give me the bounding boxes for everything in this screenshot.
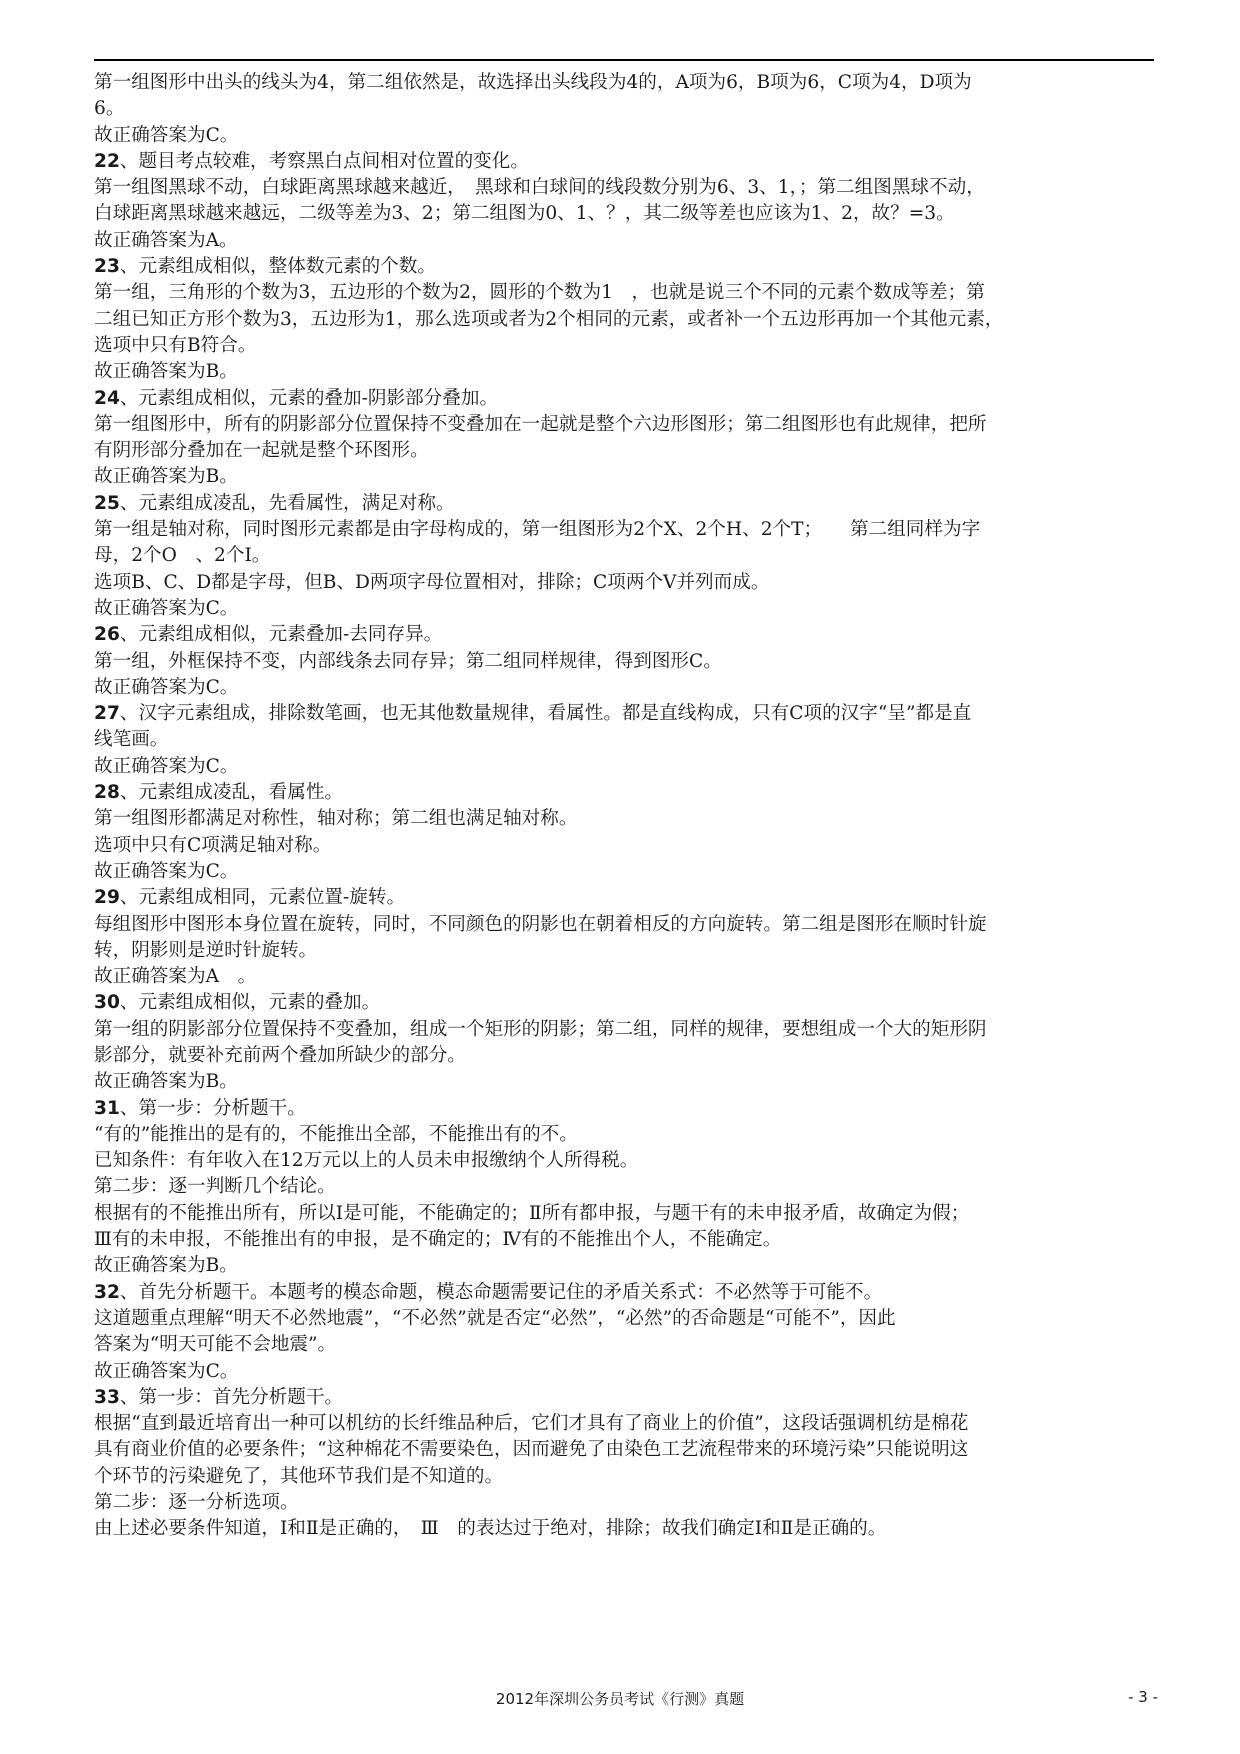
text-line <box>94 727 1154 753</box>
question-number: 33 <box>94 1386 120 1408</box>
question-number: 29 <box>94 887 120 909</box>
text-line <box>94 517 1154 543</box>
question-heading <box>94 1385 1154 1411</box>
question-number: 24 <box>94 387 120 409</box>
line-text: 6。 <box>94 98 125 120</box>
text-line <box>94 675 1154 701</box>
line-text: 第一组图黑球不动，白球距离黑球越来越近， 黑球和白球间的线段数分别为6、3、1，；第二组图黑球不动， <box>94 177 985 199</box>
line-text: 故正确答案为C。 <box>94 124 239 146</box>
text-line <box>94 1411 1154 1437</box>
text-line <box>94 1227 1154 1253</box>
line-text: 故正确答案为C。 <box>94 1360 239 1382</box>
line-text: 、元素组成相似，元素的叠加-阴影部分叠加。 <box>119 387 499 409</box>
text-line <box>94 1017 1154 1043</box>
text-line <box>94 938 1154 964</box>
line-text: 第二步：逐一判断几个结论。 <box>94 1176 336 1198</box>
line-text: 第二步：逐一分析选项。 <box>94 1492 299 1514</box>
text-line <box>94 438 1154 464</box>
question-heading <box>94 780 1154 806</box>
line-text: 每组图形中图形本身位置在旋转，同时，不同颜色的阴影也在朝着相反的方向旋转。第二组是图形在顺时针旋 <box>94 913 987 935</box>
line-text: 母，2个O 、2个I。 <box>94 545 271 567</box>
question-number: 31 <box>94 1097 120 1119</box>
line-text: 具有商业价值的必要条件；“这种棉花不需要染色，因而避免了由染色工艺流程带来的环境污染”只能说明这 <box>94 1439 969 1461</box>
text-line <box>94 201 1154 227</box>
line-text: 故正确答案为A。 <box>94 229 238 251</box>
line-text: 选项B、C、D都是字母，但B、D两项字母位置相对，排除；C项两个V并列而成。 <box>94 571 770 593</box>
question-heading <box>94 254 1154 280</box>
line-text: 故正确答案为B。 <box>94 1071 238 1093</box>
text-line <box>94 806 1154 832</box>
footer-title: 2012年深圳公务员考试《行测》真题 <box>495 1690 745 1708</box>
question-heading <box>94 1096 1154 1122</box>
line-text: 、元素组成凌乱，先看属性，满足对称。 <box>119 492 455 514</box>
line-text: 故正确答案为B。 <box>94 361 238 383</box>
line-text: 答案为“明天可能不会地震”。 <box>94 1334 337 1356</box>
text-line <box>94 228 1154 254</box>
question-heading <box>94 491 1154 517</box>
question-number: 32 <box>94 1281 120 1303</box>
question-heading <box>94 990 1154 1016</box>
question-number: 27 <box>94 703 120 725</box>
line-text: 故正确答案为C。 <box>94 676 239 698</box>
line-text: 故正确答案为C。 <box>94 597 239 619</box>
text-line <box>94 70 1154 96</box>
text-line <box>94 359 1154 385</box>
text-line <box>94 412 1154 438</box>
text-line <box>94 543 1154 569</box>
text-line <box>94 1464 1154 1490</box>
question-heading <box>94 149 1154 175</box>
line-text: 故正确答案为A 。 <box>94 966 257 988</box>
line-text: 、元素组成相同，元素位置-旋转。 <box>119 887 406 909</box>
line-text: 第一组的阴影部分位置保持不变叠加，组成一个矩形的阴影；第二组，同样的规律，要想组成一个大的矩形阴 <box>94 1018 987 1040</box>
line-text: 个环节的污染避免了，其他环节我们是不知道的。 <box>94 1465 504 1487</box>
text-line <box>94 1516 1154 1542</box>
line-text: 第一组图形中出头的线头为4，第二组依然是，故选择出头线段为4的，A项为6，B项为6，C项为4，D项为 <box>94 72 972 93</box>
line-text: 故正确答案为B。 <box>94 1255 238 1277</box>
line-text: 选项中只有B符合。 <box>94 334 257 356</box>
text-line <box>94 1069 1154 1095</box>
line-text: 、题目考点较难，考察黑白点间相对位置的变化。 <box>119 150 529 172</box>
line-text: 选项中只有C项满足轴对称。 <box>94 834 332 856</box>
document-body <box>94 70 1154 1543</box>
line-text: 、第一步：分析题干。 <box>119 1097 306 1119</box>
text-line <box>94 1201 1154 1227</box>
text-line <box>94 464 1154 490</box>
text-line <box>94 754 1154 780</box>
question-number: 28 <box>94 782 120 804</box>
line-text: 第一组，三角形的个数为3，五边形的个数为2，圆形的个数为1 ，也就是说三个不同的元素个数成等差；第 <box>94 282 985 304</box>
line-text: 故正确答案为B。 <box>94 466 238 488</box>
text-line <box>94 333 1154 359</box>
line-text: 、元素组成相似，元素叠加-去同存异。 <box>119 624 443 646</box>
line-text: 由上述必要条件知道，Ⅰ和Ⅱ是正确的， Ⅲ 的表达过于绝对，排除；故我们确定Ⅰ和Ⅱ是正确的。 <box>94 1518 887 1540</box>
text-line <box>94 175 1154 201</box>
text-line <box>94 596 1154 622</box>
line-text: 、第一步：首先分析题干。 <box>119 1386 344 1408</box>
line-text: 第一组，外框保持不变，内部线条去同存异；第二组同样规律，得到图形C。 <box>94 650 722 672</box>
question-heading <box>94 701 1154 727</box>
line-text: 、首先分析题干。本题考的模态命题，模态命题需要记住的矛盾关系式：不必然等于可能不。 <box>119 1281 883 1303</box>
line-text: 故正确答案为C。 <box>94 755 239 777</box>
line-text: 、元素组成相似，整体数元素的个数。 <box>119 256 436 278</box>
text-line <box>94 1174 1154 1200</box>
text-line <box>94 123 1154 149</box>
line-text: 第一组图形中，所有的阴影部分位置保持不变叠加在一起就是整个六边形图形；第二组图形也有此规律，把所 <box>94 413 987 435</box>
line-text: 、元素组成相似，元素的叠加。 <box>119 992 381 1014</box>
question-heading <box>94 386 1154 412</box>
text-line <box>94 1490 1154 1516</box>
text-line <box>94 912 1154 938</box>
line-text: 已知条件：有年收入在12万元以上的人员未申报缴纳个人所得税。 <box>94 1150 639 1172</box>
text-line <box>94 1148 1154 1174</box>
text-line <box>94 1359 1154 1385</box>
question-number: 23 <box>94 256 120 278</box>
line-text: 第一组是轴对称，同时图形元素都是由字母构成的，第一组图形为2个X、2个H、2个T； 第二组同样为字 <box>94 519 981 541</box>
line-text: 有阴形部分叠加在一起就是整个环图形。 <box>94 440 429 462</box>
line-text: 故正确答案为C。 <box>94 860 239 882</box>
question-number: 22 <box>94 150 120 172</box>
line-text: 白球距离黑球越来越远，二级等差为3、2；第二组图为0、1、？，其二级等差也应该为1、2，故？=3。 <box>94 203 955 225</box>
line-text: 、汉字元素组成，排除数笔画，也无其他数量规律，看属性。都是直线构成，只有C项的汉字“呈”都是直 <box>119 703 972 725</box>
question-number: 30 <box>94 992 120 1014</box>
line-text: “有的”能推出的是有的，不能推出全部，不能推出有的不。 <box>94 1123 578 1145</box>
text-line <box>94 280 1154 306</box>
text-line <box>94 649 1154 675</box>
text-line <box>94 570 1154 596</box>
line-text: Ⅲ有的未申报，不能推出有的申报，是不确定的；Ⅳ有的不能推出个人，不能确定。 <box>94 1229 782 1251</box>
text-line <box>94 1306 1154 1332</box>
line-text: 影部分，就要补充前两个叠加所缺少的部分。 <box>94 1044 466 1066</box>
line-text: 二组已知正方形个数为3，五边形为1，那么选项或者为2个相同的元素，或者补一个五边形再加一个其他元素， <box>94 308 1004 330</box>
text-line <box>94 96 1154 122</box>
text-line <box>94 1253 1154 1279</box>
text-line <box>94 307 1154 333</box>
text-line <box>94 833 1154 859</box>
text-line <box>94 964 1154 990</box>
line-text: 根据有的不能推出所有，所以Ⅰ是可能，不能确定的；Ⅱ所有都申报，与题干有的未申报矛盾，故确定为假； <box>94 1202 970 1224</box>
question-heading <box>94 885 1154 911</box>
text-line <box>94 1437 1154 1463</box>
question-heading <box>94 1280 1154 1306</box>
line-text: 、元素组成凌乱，看属性。 <box>119 782 344 804</box>
text-line <box>94 1043 1154 1069</box>
page-number: - 3 - <box>1128 1688 1158 1706</box>
header-rule <box>94 59 1154 61</box>
question-heading <box>94 622 1154 648</box>
line-text: 第一组图形都满足对称性，轴对称；第二组也满足轴对称。 <box>94 808 578 830</box>
question-number: 26 <box>94 624 120 646</box>
line-text: 根据“直到最近培育出一种可以机纺的长纤维品种后，它们才具有了商业上的价值”，这段话强调机纺是棉花 <box>94 1413 969 1435</box>
question-number: 25 <box>94 492 120 514</box>
line-text: 转，阴影则是逆时针旋转。 <box>94 939 318 961</box>
line-text: 线笔画。 <box>94 729 169 751</box>
text-line <box>94 1122 1154 1148</box>
text-line <box>94 1332 1154 1358</box>
text-line <box>94 859 1154 885</box>
line-text: 这道题重点理解“明天不必然地震”，“不必然”就是否定“必然”，“必然”的否命题是“可能不”，因此 <box>94 1307 896 1329</box>
